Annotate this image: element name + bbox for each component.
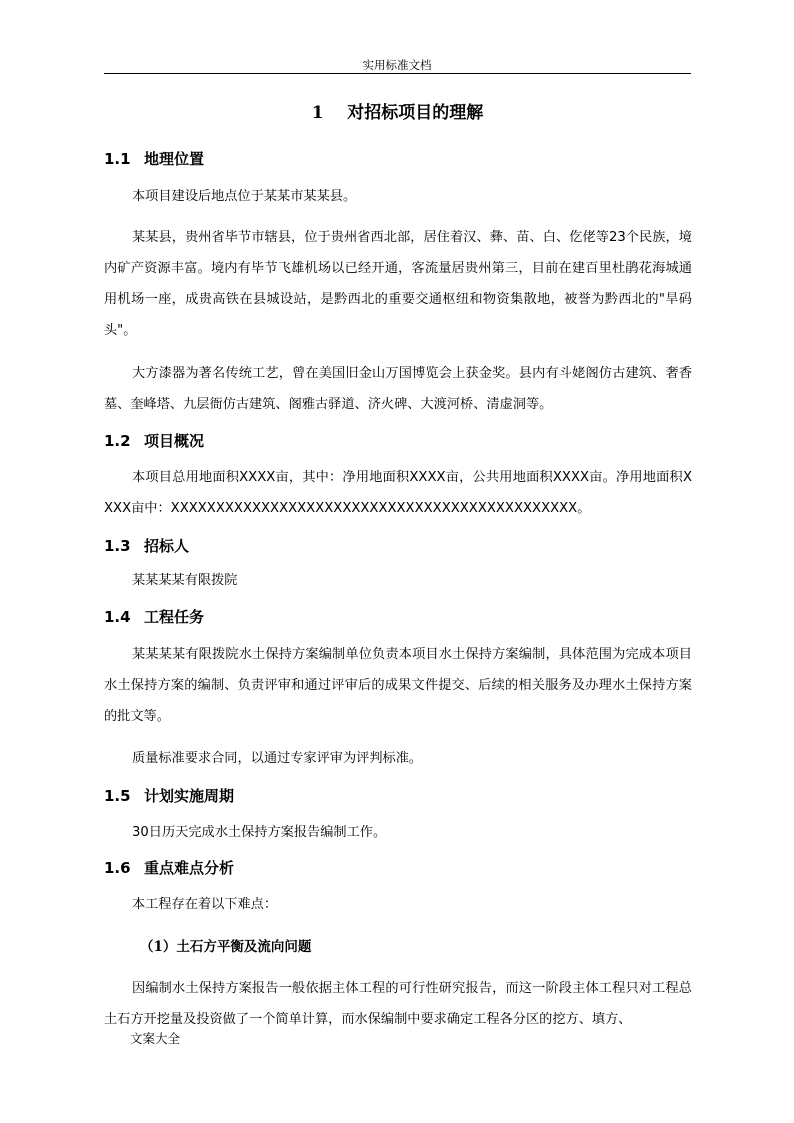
section-heading-1-4 bbox=[104, 606, 204, 628]
section-number: 1.2 bbox=[104, 432, 131, 450]
section-heading-1-1 bbox=[104, 148, 204, 170]
chapter-title bbox=[104, 100, 691, 126]
paragraph: 某某某某有限拨院 bbox=[132, 573, 238, 588]
page-header: 实用标准文档 bbox=[362, 58, 432, 72]
section-heading-1-6 bbox=[104, 857, 234, 879]
paragraph: 本项目总用地面积XXXX亩，其中：净用地面积XXXX亩，公共用地面积XXXX亩。净用地面积XXXX亩中：XXXXXXXXXXXXXXXXXXXXXXXXXXXXXXXXXXXXXXXXXXXXX。 bbox=[104, 470, 692, 516]
paragraph: 因编制水土保持方案报告一般依据主体工程的可行性研究报告，而这一阶段主体工程只对工程总土石方开挖量及投资做了一个简单计算，而水保编制中要求确定工程各分区的挖方、填方、 bbox=[104, 981, 692, 1027]
paragraph: 某某某某有限拨院水土保持方案编制单位负责本项目水土保持方案编制，具体范围为完成本项目水土保持方案的编制、负责评审和通过评审后的成果文件提交、后续的相关服务及办理水土保持方案的批文等。 bbox=[104, 647, 692, 724]
paragraph: 大方漆器为著名传统工艺，曾在美国旧金山万国博览会上获金奖。县内有斗姥阁仿古建筑、奢香墓、奎峰塔、九层衙仿古建筑、阁雅古驿道、济火碑、大渡河桥、清虚洞等。 bbox=[104, 366, 692, 412]
subheading: （1）土石方平衡及流向问题 bbox=[140, 939, 312, 955]
section-title: 项目概况 bbox=[144, 432, 205, 450]
section-number: 1.1 bbox=[104, 150, 131, 168]
section-number: 1.5 bbox=[104, 787, 131, 805]
paragraph: 质量标准要求合同，以通过专家评审为评判标准。 bbox=[132, 751, 423, 766]
section-heading-1-2 bbox=[104, 430, 204, 452]
section-number: 1.4 bbox=[104, 608, 131, 626]
header-divider bbox=[104, 73, 691, 74]
paragraph: 30日历天完成水土保持方案报告编制工作。 bbox=[132, 825, 387, 840]
section-title: 工程任务 bbox=[144, 608, 205, 626]
section-title: 计划实施周期 bbox=[144, 787, 235, 805]
section-title: 招标人 bbox=[144, 537, 190, 555]
section-title: 地理位置 bbox=[144, 150, 205, 168]
section-heading-1-3 bbox=[104, 535, 189, 557]
section-heading-1-5 bbox=[104, 785, 234, 807]
paragraph: 本工程存在着以下难点： bbox=[132, 897, 278, 912]
paragraph: 本项目建设后地点位于某某市某某县。 bbox=[132, 189, 357, 204]
section-number: 1.6 bbox=[104, 859, 131, 877]
paragraph: 某某县，贵州省毕节市辖县，位于贵州省西北部，居住着汉、彝、苗、白、仡佬等23个民族，境内矿产资源丰富。境内有毕节飞雄机场以已经开通，客流量居贵州第三，目前在建百里杜鹃花海城通用机场一座，成贵高铁在县城设站，是黔西北的重要交通枢纽和物资集散地，被誉为黔西北的"旱码头"。 bbox=[104, 230, 692, 338]
section-number: 1.3 bbox=[104, 537, 131, 555]
chapter-title-text: 对招标项目的理解 bbox=[347, 103, 484, 123]
page-footer: 文案大全 bbox=[130, 1031, 181, 1046]
chapter-number: 1 bbox=[311, 103, 324, 123]
section-title: 重点难点分析 bbox=[144, 859, 235, 877]
